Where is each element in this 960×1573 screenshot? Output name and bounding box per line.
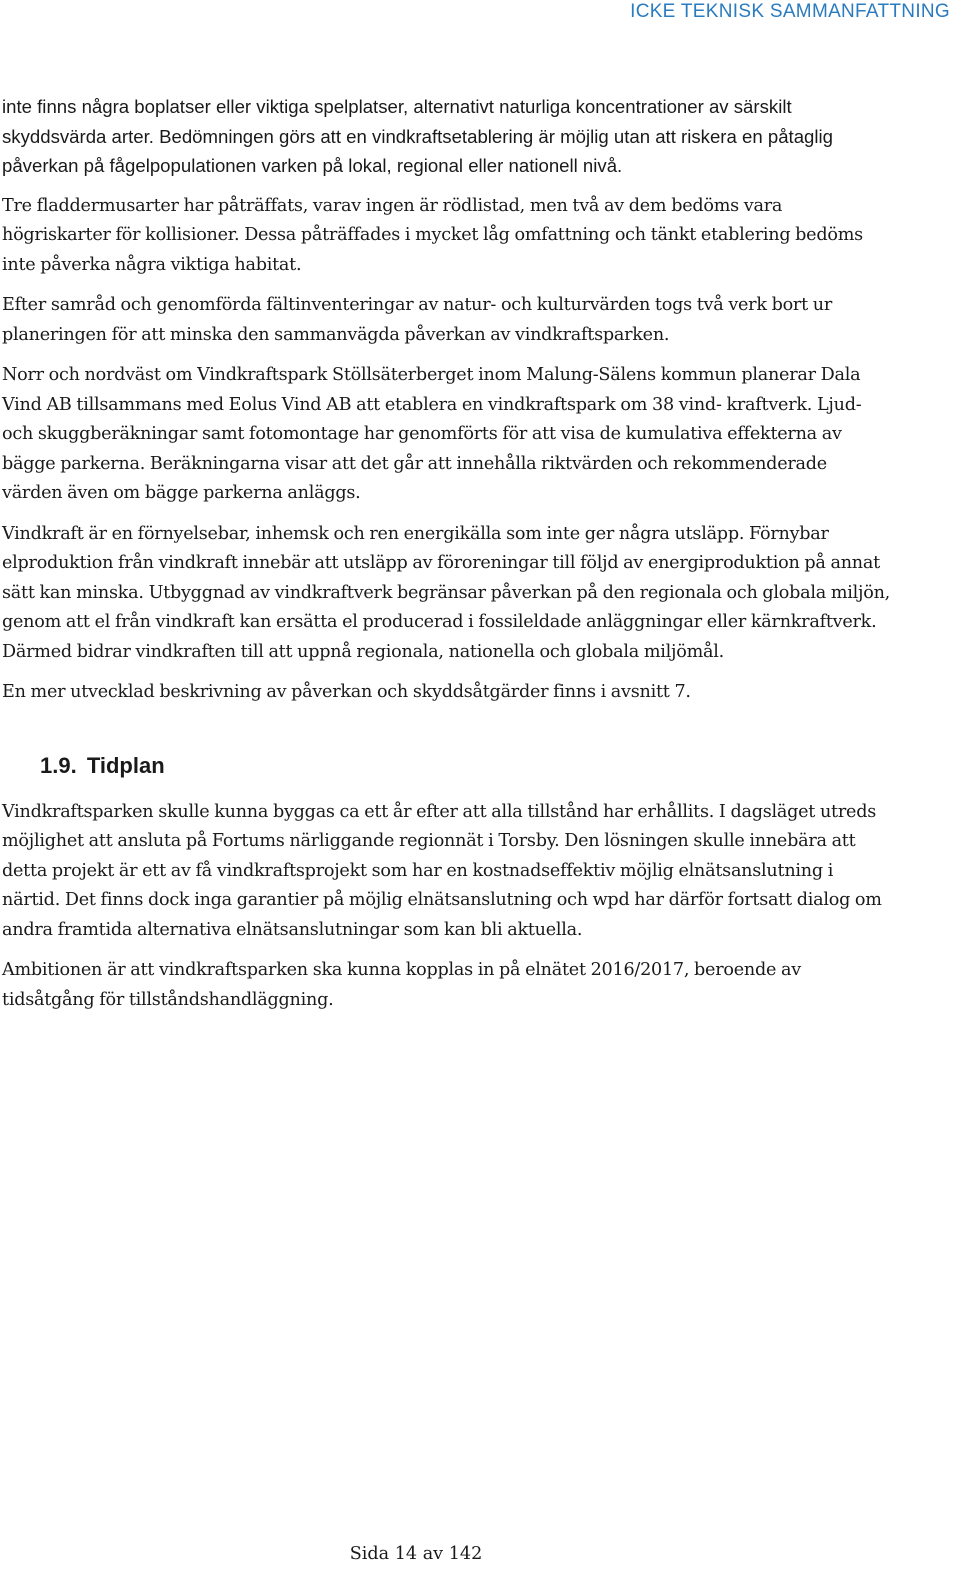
section-title: Tidplan [86,752,165,778]
section-heading [40,744,892,788]
paragraph-consultation: Efter samråd och genomförda fältinventeringar av natur- och kulturvärden togs två verk bort ur planeringen för att minska den sammanvägda påverkan av vindkraftsparken. [2,295,832,345]
paragraph-reference: En mer utvecklad beskrivning av påverkan och skyddsåtgärder finns i avsnitt 7. [2,682,691,702]
document-body [2,92,892,1026]
section-number: 1.9. [40,752,77,778]
paragraph-schedule: Vindkraftsparken skulle kunna byggas ca ett år efter att alla tillstånd har erhållits. I dagsläget utreds möjlighet att ansluta på Fortums närliggande regionnät i Torsby. Den lösningen skulle innebära att detta projekt är ett av få vindkraftsprojekt som har en kostnadseffektiv möjlig elnätsanslutning i närtid. Det finns dock inga garantier på möjlig elnätsanslutning och wpd har därför fortsatt dialog om andra framtida alternativa elnätsanslutningar som kan bli aktuella. [2,801,882,940]
paragraph-ambition: Ambitionen är att vindkraftsparken ska kunna kopplas in på elnätet 2016/2017, beroende av tidsåtgång för tillståndshandläggning. [2,960,801,1010]
paragraph-birds: inte finns några boplatser eller viktiga spelplatser, alternativt naturliga koncentrationer av särskilt skyddsvärda arter. Bedömningen görs att en vindkraftsetablering är möjlig utan att riskera en påtaglig påverkan på fågelpopulationen varken på lokal, regional eller nationell nivå. [2,96,833,176]
paragraph-renewable-energy: Vindkraft är en förnyelsebar, inhemsk och ren energikälla som inte ger några utsläpp. Förnybar elproduktion från vindkraft innebär att utsläpp av föroreningar till följd av energiproduktion på annat sätt kan minska. Utbyggnad av vindkraftverk begränsar påverkan på den regionala och globala miljön, genom att el från vindkraft kan ersätta el producerad i fossileldade anläggningar eller kärnkraftverk. Därmed bidrar vindkraften till att uppnå regionala, nationella och globala miljömål. [2,523,890,662]
paragraph-bats: Tre fladdermusarter har påträffats, varav ingen är rödlistad, men två av dem bedöms vara högriskarter för kollisioner. Dessa påträffades i mycket låg omfattning och tänkt etablering bedöms inte påverka några viktiga habitat. [2,195,863,275]
page-number: Sida 14 av 142 [349,1544,483,1564]
running-header: ICKE TEKNISK SAMMANFATTNING [630,1,950,22]
paragraph-cumulative-effects: Norr och nordväst om Vindkraftspark Stöllsäterberget inom Malung-Sälens kommun planerar Dala Vind AB tillsammans med Eolus Vind AB att etablera en vindkraftspark om 38 vind- kraftverk. Ljud- och skuggberäkningar samt fotomontage har genomförts för att visa de kumulativa effekterna av bägge parkerna. Beräkningarna visar att det går att innehålla riktvärden och rekommenderade värden även om bägge parkerna anläggs. [2,365,862,503]
